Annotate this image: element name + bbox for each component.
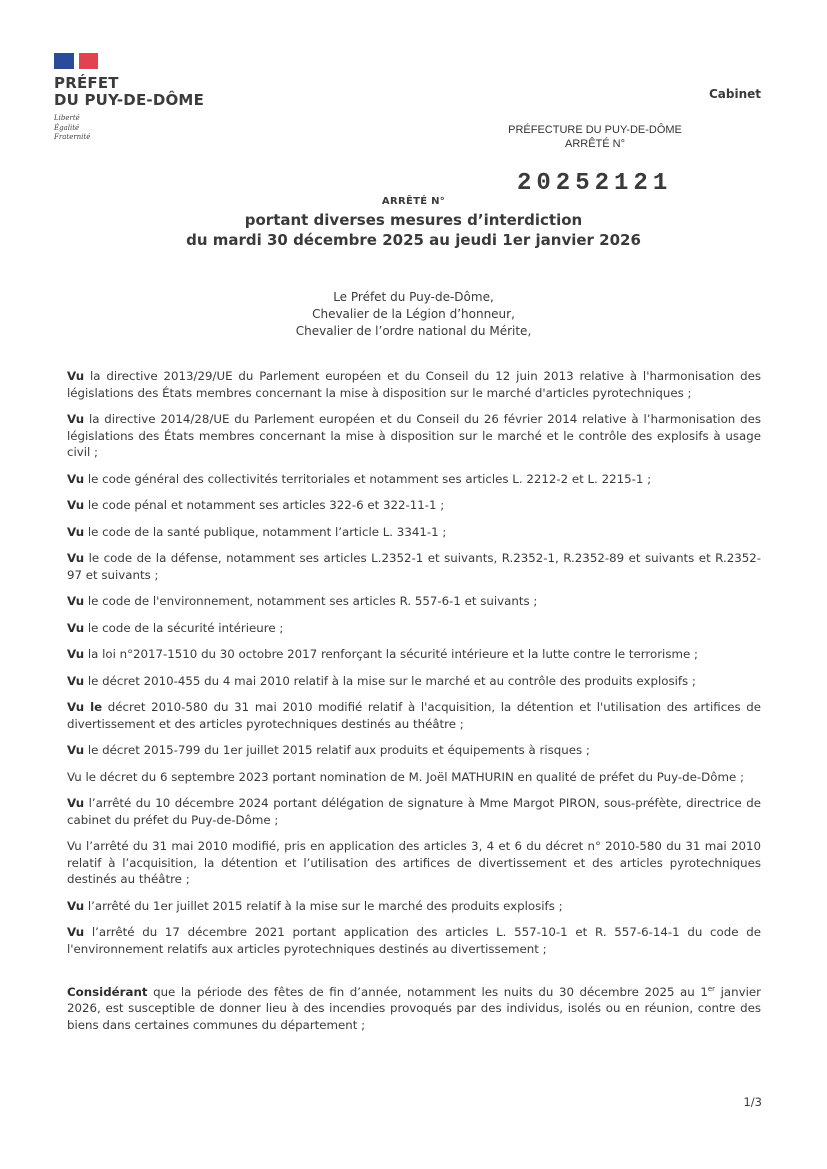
visa-item: Vu le décret 2010-580 du 31 mai 2010 modifié relatif à l'acquisition, la détention et l'utilisation des artifices de divertissement et des articles pyrotechniques destinés au théâtre ;: [67, 700, 761, 731]
arrete-number: 20252121: [517, 170, 673, 197]
considerant-paragraph: Considérant que la période des fêtes de fin d’année, notamment les nuits du 30 décembre 2025 au 1er janvier 2026, est susceptible de donner lieu à des incendies provoqués par des individus, isolés ou en réunion, contre des biens dans certaines communes du département ;: [67, 984, 762, 1032]
prefect-intro: Le Préfet du Puy-de-Dôme, Chevalier de la Légion d’honneur, Chevalier de l’ordre national du Mérite,: [295, 290, 532, 338]
prefecture-logo: [54, 53, 204, 143]
visa-item: Vu l’arrêté du 31 mai 2010 modifié, pris en application des articles 3, 4 et 6 du décret n° 2010-580 du 31 mai 2010 relatif à l’acquisition, la détention et l’utilisation des artifices de divertissement et des articles pyrotechniques destinés au théâtre ;: [67, 839, 761, 886]
visa-item: Vu le code de la sécurité intérieure ;: [67, 620, 284, 635]
visa-item: Vu le décret du 6 septembre 2023 portant nomination de M. Joël MATHURIN en qualité de préfet du Puy-de-Dôme ;: [67, 769, 744, 784]
visa-item: Vu le code général des collectivités territoriales et notamment ses articles L. 2212-2 et L. 2215-1 ;: [67, 471, 652, 486]
visa-item: Vu le code de la santé publique, notamment l’article L. 3341-1 ;: [67, 524, 447, 539]
visa-item: Vu la loi n°2017-1510 du 30 octobre 2017 renforçant la sécurité intérieure et la lutte contre le terrorisme ;: [67, 647, 698, 661]
visas-section: [67, 368, 761, 1043]
visa-item: Vu la directive 2014/28/UE du Parlement européen et du Conseil du 26 février 2014 relative à l’harmonisation des législations des États membres concernant la mise à disposition sur le marché et le contrôle des explosifs à usage civil ;: [67, 412, 761, 459]
visa-item: Vu l’arrêté du 1er juillet 2015 relatif à la mise sur le marché des produits explosifs ;: [67, 898, 563, 913]
visa-item: Vu l’arrêté du 10 décembre 2024 portant délégation de signature à Mme Margot PIRON, sous-préfète, directrice de cabinet du préfet du Puy-de-Dôme ;: [67, 796, 761, 827]
title-label: ARRÊTÉ N°: [381, 196, 446, 207]
title-line-1: portant diverses mesures d’interdiction: [244, 211, 583, 229]
logo-title: PRÉFET DU PUY-DE-DÔME: [54, 74, 205, 109]
document-title: [0, 196, 827, 250]
visa-item: Vu le décret 2010-455 du 4 mai 2010 relatif à la mise sur le marché et au contrôle des produits explosifs ;: [67, 673, 696, 688]
page-number: 1/3: [743, 1095, 762, 1109]
visa-item: Vu le code de la défense, notamment ses articles L.2352-1 et suivants, R.2352-1, R.2352-89 et suivants et R.2352-97 et suivants ;: [67, 551, 761, 582]
republic-motto: Liberté Égalité Fraternité: [54, 114, 91, 141]
visa-item: Vu le décret 2015-799 du 1er juillet 2015 relatif aux produits et équipements à risques ;: [67, 743, 590, 757]
registration-stamp: PRÉFECTURE DU PUY-DE-DÔME ARRÊTÉ N°: [508, 124, 682, 150]
service-label: Cabinet: [708, 87, 761, 101]
visa-item: Vu le code de l'environnement, notamment ses articles R. 557-6-1 et suivants ;: [67, 594, 538, 608]
marianne-flag-icon: [54, 53, 98, 69]
title-line-2: du mardi 30 décembre 2025 au jeudi 1er janvier 2026: [186, 231, 641, 249]
visa-item: Vu la directive 2013/29/UE du Parlement européen et du Conseil du 12 juin 2013 relative à l'harmonisation des législations des États membres concernant la mise à disposition sur le marché d'articles pyrotechniques ;: [67, 369, 761, 400]
visa-item: Vu l’arrêté du 17 décembre 2021 portant application des articles L. 557-10-1 et R. 557-6-14-1 du code de l'environnement relatifs aux articles pyrotechniques destinés au divertissement ;: [67, 925, 761, 956]
visa-item: Vu le code pénal et notamment ses articles 322-6 et 322-11-1 ;: [67, 498, 445, 512]
